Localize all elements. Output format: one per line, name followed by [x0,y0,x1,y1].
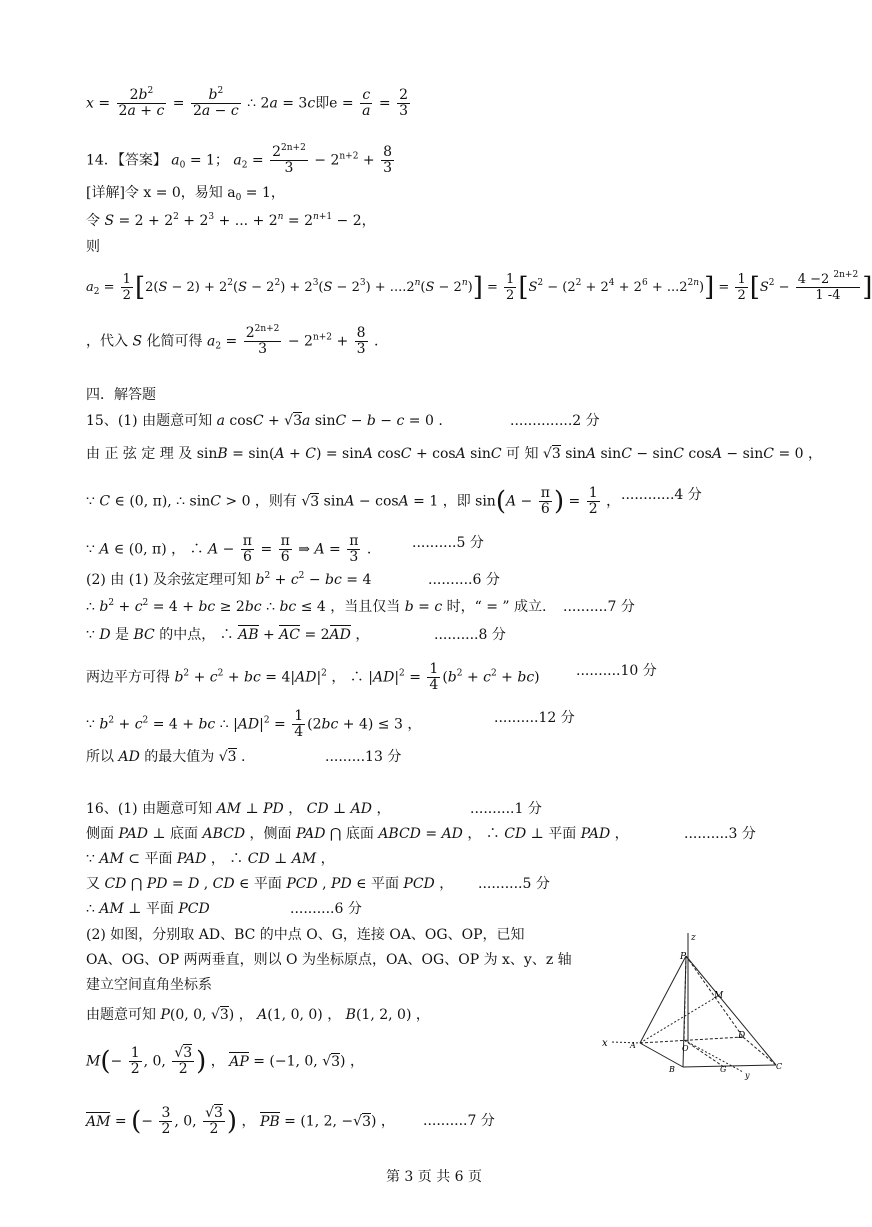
score: ..........6 分 [290,901,362,917]
q15-square: 两边平方可得 $b^2 + c^2$ + bc = $4|AD|^2$ ， ∴ $|AD|^2$ = $\frac{1}{4}$ $(b^2 + c^2 + bc)$ [86,661,540,693]
score: ..........5 分 [412,535,484,551]
q15-conclusion: 所以 AD 的最大值为 √3 . [86,749,246,765]
point-label-P: P [680,952,687,962]
score: ..........1 分 [470,801,542,817]
q16-part1: 16、(1) 由题意可知 AM ⊥ PD ， CD ⊥ AD ， [86,801,391,817]
q15-A-value: ∵ A ∈ (0, π) ， ∴ A − $\frac{\pi}{6}$ = $\frac{\pi}{6}$ ⇒ A = $\frac{\pi}{3}$ . [86,533,372,565]
point-label-C: C [776,1062,783,1071]
score: ..........5 分 [478,876,550,892]
score: ..........10 分 [576,663,657,679]
q16-plane: 侧面 PAD ⊥ 底面 ABCD ，侧面 PAD ⋂ 底面 ABCD = AD ， ∴ CD ⊥ 平面 PAD ， [86,826,629,842]
q15-inequality: ∴ $b^2 + c^2 = 4$ + bc ≥ 2bc ∴ bc ≤ 4 ，当且仅当 b = c 时，“ = ” 成立. [86,598,547,615]
axis-label-y: y [745,1071,750,1080]
page-footer: 第 3 页 共 6 页 [385,1169,483,1185]
q16-part2-line2: OA、OG、OP 两两垂直，则以 O 为坐标原点，OA、OG、OP 为 x、y、z 轴 [86,952,572,968]
q14-substitute: ，代入 S 化简可得 $a_2$ = $\frac{2^{2n+2}}{3}$ − $2^{n+2}$ + $\frac{8}{3}$ . [86,324,379,357]
q14-answer: 14．【答案】 $a_0 = 1$； $a_2$ = $\frac{2^{2n+2}}{3}$ − $2^{n+2}$ + $\frac{8}{3}$ [86,143,393,176]
q16-intersection: 又 CD ⋂ PD = D , CD ∈ 平面 PCD , PD ∈ 平面 PCD ， [86,876,454,892]
axis-label-z: z [691,933,696,943]
q15-sine-law: 由 正 弦 定 理 及 sinB = sin(A + C) = sinA cosC + cosA sinC 可 知 √3 sinA sinC − sinC cosA − sinC = 0 ， [86,446,822,462]
axis-label-x: x [602,1038,608,1049]
score: ..........3 分 [684,826,756,842]
point-label-G: G [720,1065,727,1074]
q15-bound: ∵ $b^2 + c^2 = 4$ + bc ∴ $|AD|^2$ = $\frac{1}{4}$ (2bc + 4) ≤ 3 ， [86,708,422,740]
section-title: 四．解答题 [86,387,156,403]
point-label-D: D [738,1031,746,1041]
q15-part1: 15、(1) 由题意可知 a cosC + √3a sinC − b − c = 0 . [86,413,443,429]
pyramid-figure [600,928,785,1078]
q14-detail: [详解]令 x = 0，易知 $a_0 = 1$， [86,185,285,203]
q15-sinA: ∵ C ∈ (0, π), ∴ sinC > 0 ，则有 √3 sinA − cosA = 1 ，即 sin(A − $\frac{\pi}{6}$ ) = $\frac{1}{2}$ ， [86,485,621,517]
q16-points: 由题意可知 P(0, 0, √3) ， A(1, 0, 0) ， B(1, 2, 0) ， [86,1007,430,1023]
q16-am-plane: ∵ AM ⊂ 平面 PAD ， ∴ CD ⊥ AM ， [86,851,335,867]
q14-a2-formula: $a_2$ = $\frac{1}{2}$ $[2(S - 2) + 2^2(S - 2^2) + 2^3(S - 2^3) + ....2^n(S - 2^n)]$ = $\frac{1}{2}$ $[S^2 - (2^2 + 2^4 + 2^6 + ...2^{2n})]$ = $\frac{1}{2}$ [$S^2$ − $\frac{4 -2 ^{2n+2}}{1 -4}$ ] [86,270,872,303]
point-label-A: A [630,1041,636,1050]
q14-let-s: 令 $S = 2 + 2^2 + 2^3$ + ... + $2^n = 2^{n+1} - 2$， [86,212,376,229]
score: ..............2 分 [510,413,600,429]
point-label-O: O [682,1044,689,1053]
formula-eccentricity: x = $\frac{2b^2}{2a + c}$ = $\frac{b^2}{2a - c}$ ∴ 2a = 3c即e = $\frac{c}{a}$ = $\frac{2}{3}$ [86,86,409,119]
point-label-B: B [669,1065,675,1074]
q16-part2-line3: 建立空间直角坐标系 [86,977,212,993]
q16-conclusion: ∴ AM ⊥ 平面 PCD [86,901,210,917]
q16-M-AP: M(− $\frac{1}{2}$ , 0, $\frac{√3}{2}$ ) ， AP = (−1, 0, √3) ， [86,1045,364,1077]
score: .........13 分 [325,749,402,765]
score: ..........12 分 [494,710,575,726]
score: ............4 分 [621,487,702,503]
q16-AM-PB: AM = (− $\frac{3}{2}$ , 0, $\frac{√3}{2}$ ) ， PB = (1, 2, −√3) ， [86,1105,395,1137]
score: ..........7 分 [423,1113,495,1129]
point-label-M: M [714,991,724,1001]
score: ..........8 分 [434,627,506,643]
q16-part2-line1: (2) 如图，分别取 AD、BC 的中点 O、G，连接 OA、OG、OP，已知 [86,927,525,943]
score: ..........6 分 [428,572,500,588]
score: ..........7 分 [563,599,635,615]
q15-midpoint: ∵ D 是 BC 的中点， ∴ AB + AC = 2AD ， [86,627,370,643]
q14-then: 则 [86,239,100,255]
q15-part2: (2) 由 (1) 及余弦定理可知 $b^2 + c^2$ − bc = 4 [86,571,372,588]
